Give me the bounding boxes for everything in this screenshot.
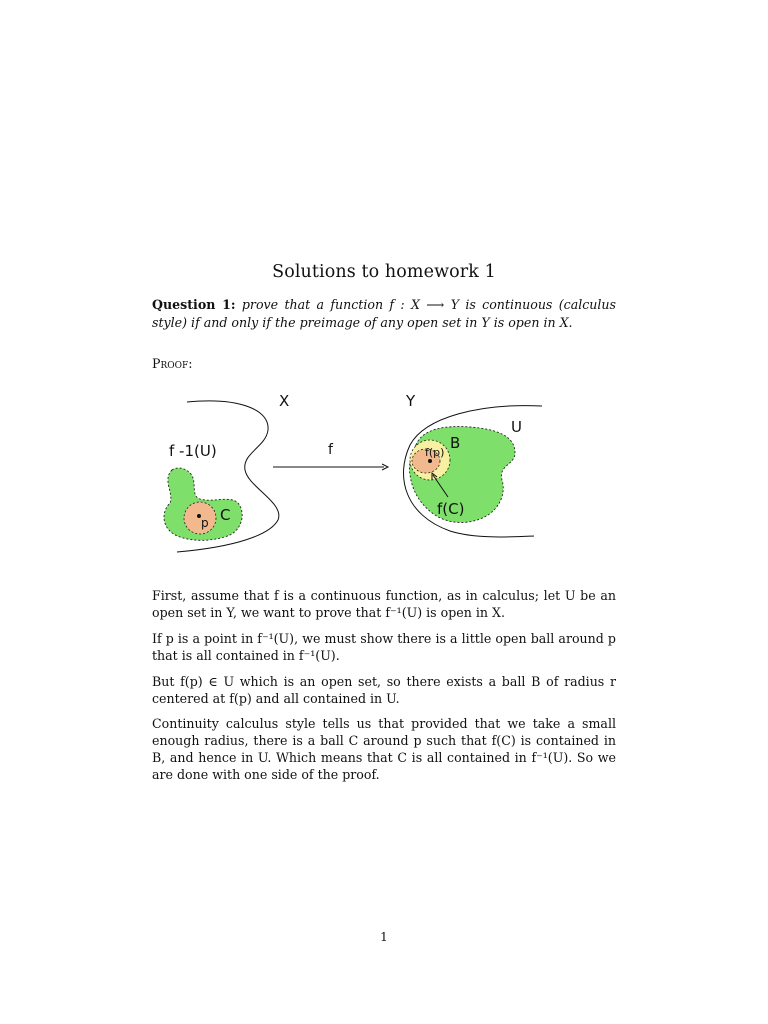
label-b: B xyxy=(450,434,461,452)
label-f: f xyxy=(328,442,333,458)
ball-c xyxy=(184,502,216,534)
point-fp xyxy=(428,459,432,463)
question-text: prove that a function f : X ⟶ Y is continuous (calculus style) if and only if the preimage of any open set in Y is open in X. xyxy=(152,297,616,330)
question-label: Question 1: xyxy=(152,297,236,312)
paragraph-3: But f(p) ∈ U which is an open set, so there exists a ball B of radius r centered at f(p) and all contained in U. xyxy=(152,674,616,706)
label-x: X xyxy=(279,392,290,410)
page-title: Solutions to homework 1 xyxy=(272,262,496,282)
label-preimage: f -1(U) xyxy=(169,442,217,460)
paragraph-1: First, assume that f is a continuous function, as in calculus; let U be an open set in Y, we want to prove that f⁻¹(U) is open in X. xyxy=(152,588,616,620)
question-block xyxy=(152,296,616,332)
paragraph-4: Continuity calculus style tells us that provided that we take a small enough radius, there is a ball C around p such that f(C) is contained in B, and hence in U. Which means that C is all contained in f⁻¹(U). So we are done with one side of the proof. xyxy=(152,716,616,782)
paragraph-2: If p is a point in f⁻¹(U), we must show there is a little open ball around p that is all contained in f⁻¹(U). xyxy=(152,631,616,663)
label-fp: f(p) xyxy=(425,446,445,459)
label-p: p xyxy=(201,516,209,530)
label-y: Y xyxy=(406,392,416,410)
label-fc: f(C) xyxy=(437,500,465,518)
figure-diagram xyxy=(150,385,550,570)
label-u: U xyxy=(511,418,522,436)
proof-label: Proof: xyxy=(152,356,193,371)
page-number: 1 xyxy=(380,930,388,944)
label-c: C xyxy=(220,506,231,524)
